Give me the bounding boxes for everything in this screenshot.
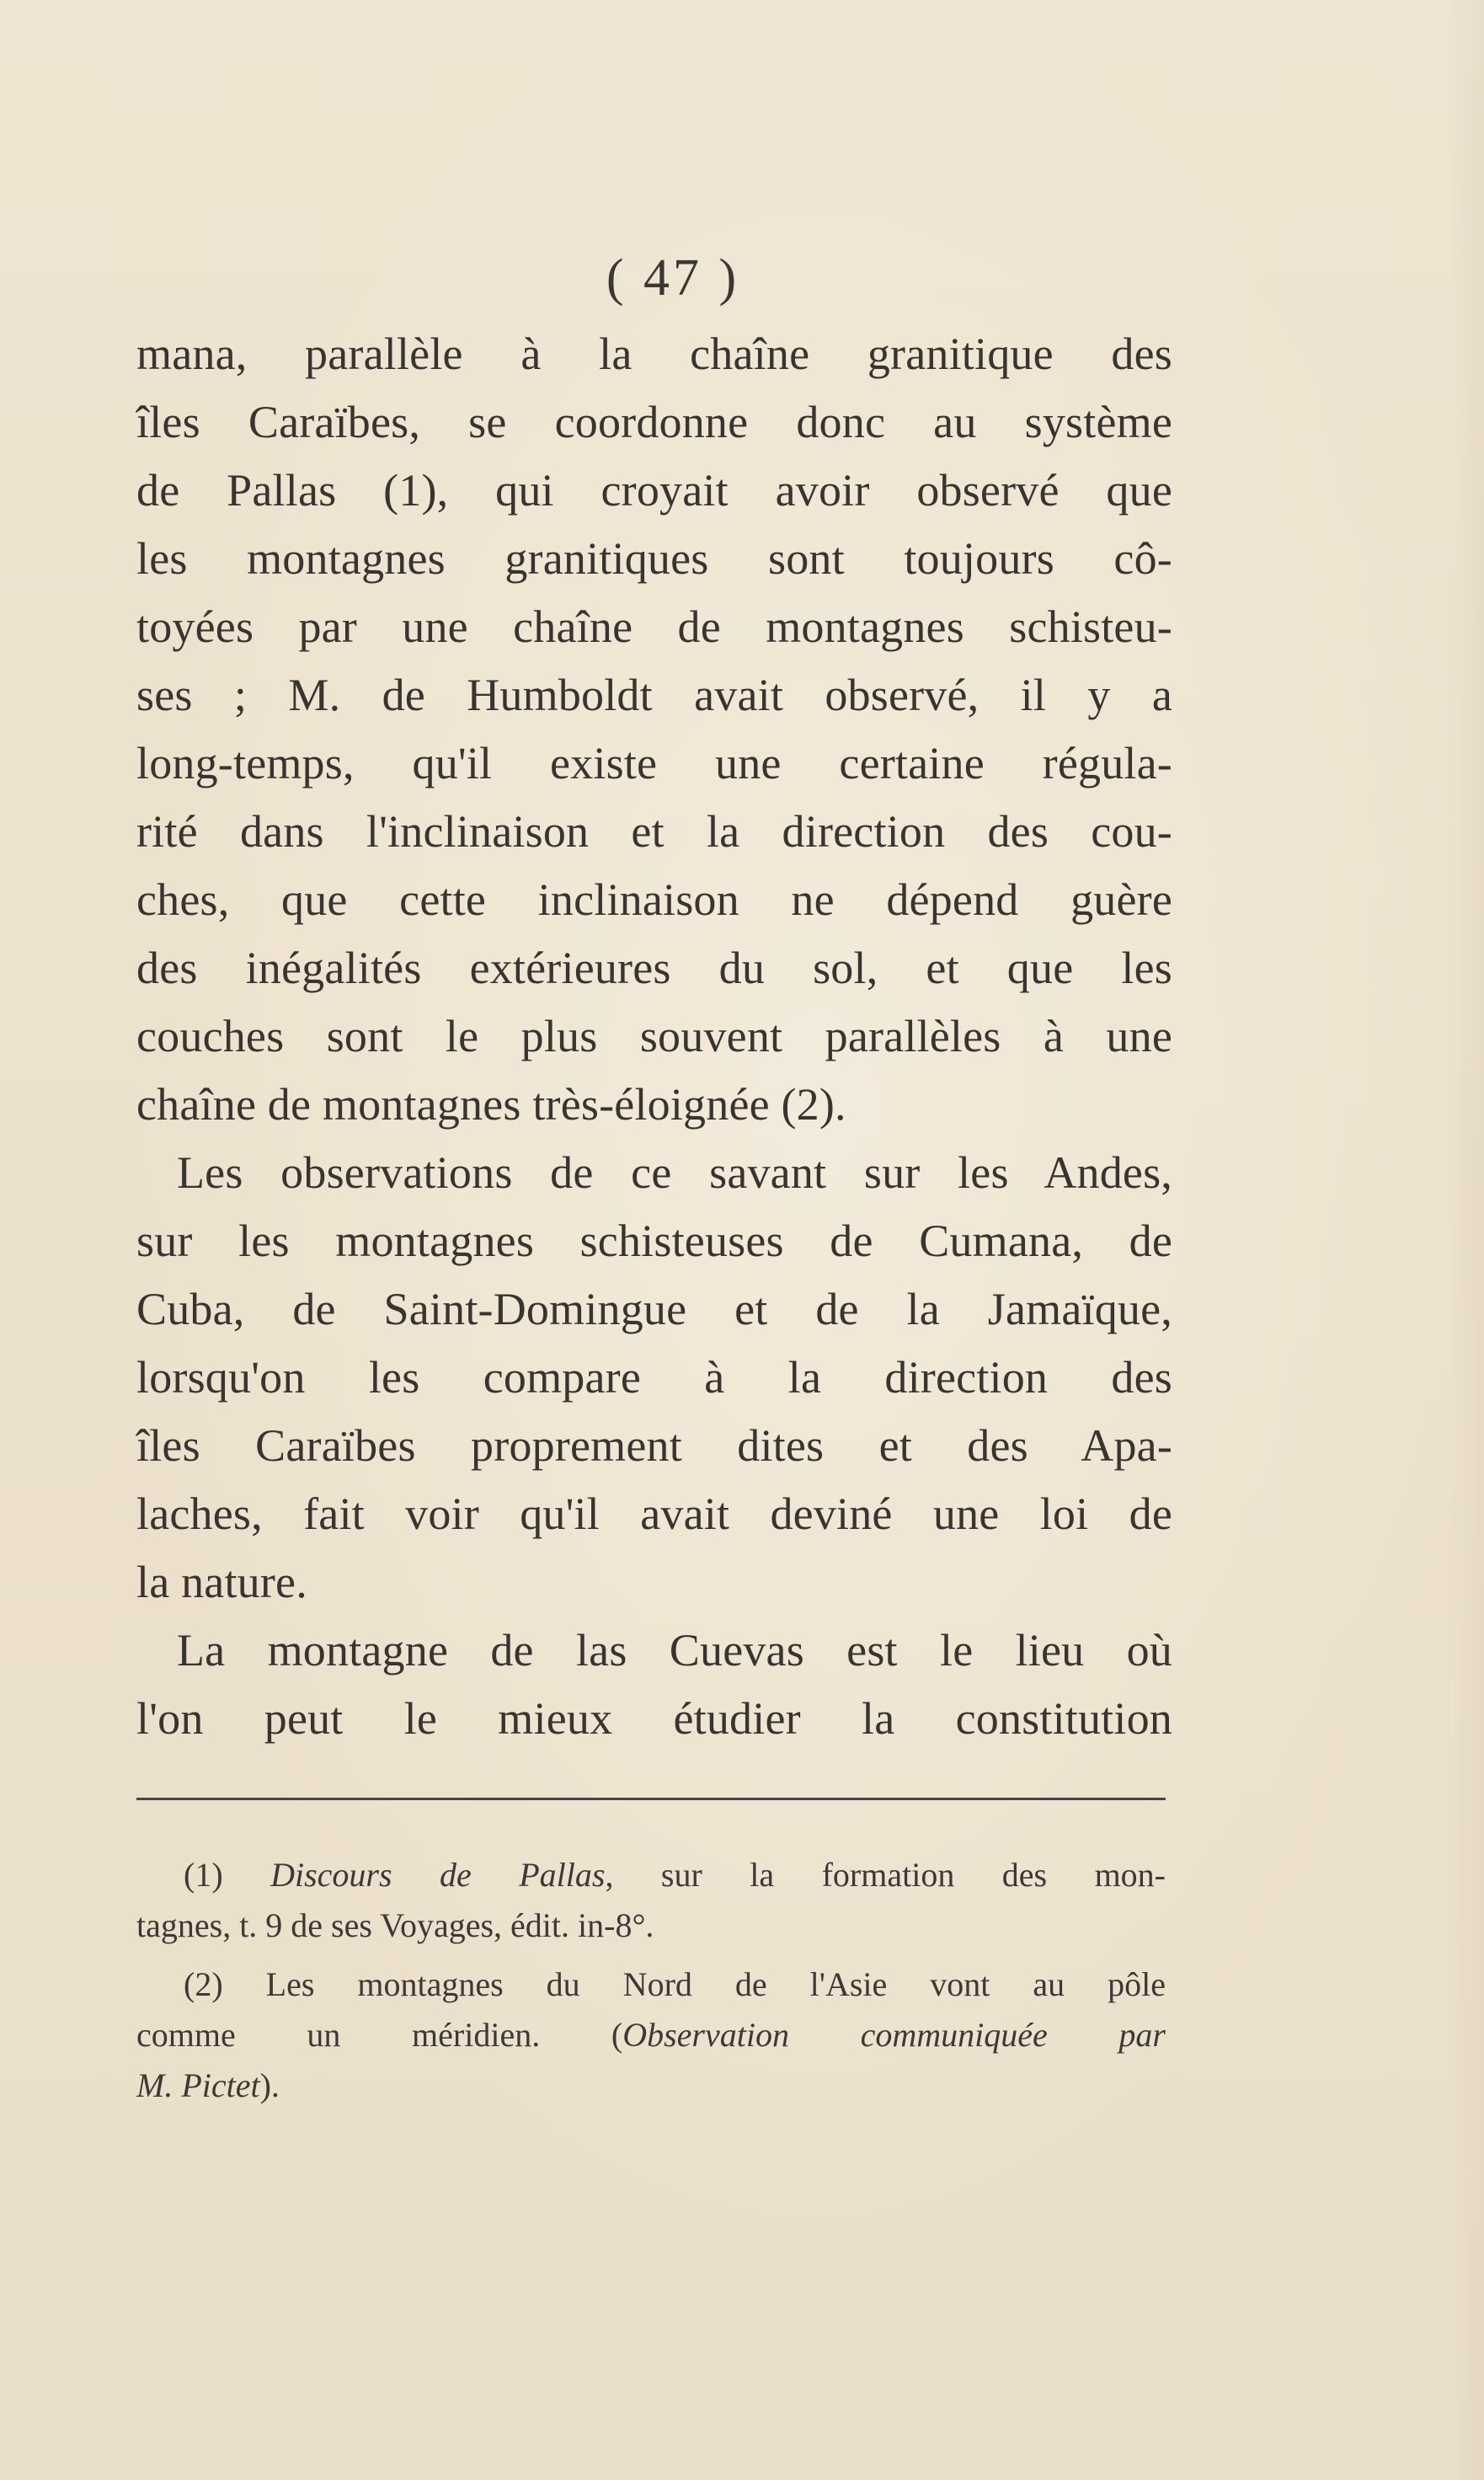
body-line: la nature. <box>136 1557 307 1607</box>
body-line: Les observations de ce savant sur les Andes, <box>177 1147 1172 1198</box>
footnote-1-text: , sur la formation des mon- <box>605 1856 1166 1894</box>
footnote-2-end: ). <box>259 2066 280 2104</box>
footnotes <box>136 1850 1166 2111</box>
body-line: toyées par une chaîne de montagnes schisteu- <box>136 601 1172 652</box>
body-line: îles Caraïbes, se coordonne donc au système <box>136 397 1172 447</box>
footnote-1-line-1 <box>136 1850 1166 1900</box>
body-line: ches, que cette inclinaison ne dépend guère <box>136 874 1172 925</box>
footnote-2-line-3 <box>136 2060 1166 2111</box>
footnote-2-text: comme un méridien. ( <box>136 2016 623 2054</box>
body-line: l'on peut le mieux étudier la constitution <box>136 1693 1172 1744</box>
body-line: laches, fait voir qu'il avait deviné une loi de <box>136 1489 1172 1539</box>
body-line: ses ; M. de Humboldt avait observé, il y a <box>136 670 1172 720</box>
body-line: mana, parallèle à la chaîne granitique des <box>136 329 1172 379</box>
footnote-2-italic: Observation communiquée par <box>622 2016 1166 2054</box>
page-number: ( 47 ) <box>606 249 740 307</box>
footnote-2-author: M. Pictet <box>136 2066 260 2104</box>
body-line: lorsqu'on les compare à la direction des <box>136 1352 1172 1403</box>
footnote-2-line-2 <box>136 2010 1166 2060</box>
footnote-1-title: Discours de Pallas <box>270 1856 606 1894</box>
body-line: sur les montagnes schisteuses de Cumana, de <box>136 1216 1172 1266</box>
body-line: long-temps, qu'il existe une certaine régula- <box>136 738 1172 788</box>
body-line: chaîne de montagnes très-éloignée (2). <box>136 1079 846 1130</box>
body-line: îles Caraïbes proprement dites et des Apa- <box>136 1420 1172 1471</box>
footnote-2-line-1: (2) Les montagnes du Nord de l'Asie vont au pôle <box>184 1965 1166 2003</box>
body-line: des inégalités extérieures du sol, et que les <box>136 943 1172 993</box>
footnote-1-marker: (1) <box>184 1856 223 1894</box>
body-line: les montagnes granitiques sont toujours cô- <box>136 533 1172 584</box>
body-text <box>136 320 1172 1753</box>
body-line: Cuba, de Saint-Domingue et de la Jamaïque, <box>136 1284 1172 1334</box>
body-line: La montagne de las Cuevas est le lieu où <box>177 1625 1172 1676</box>
body-line: couches sont le plus souvent parallèles à une <box>136 1011 1172 1061</box>
footnote-divider <box>136 1798 1166 1800</box>
body-line: rité dans l'inclinaison et la direction des cou- <box>136 806 1172 857</box>
body-line: de Pallas (1), qui croyait avoir observé que <box>136 465 1172 516</box>
footnote-1-line-2: tagnes, t. 9 de ses Voyages, édit. in-8°. <box>136 1906 654 1944</box>
